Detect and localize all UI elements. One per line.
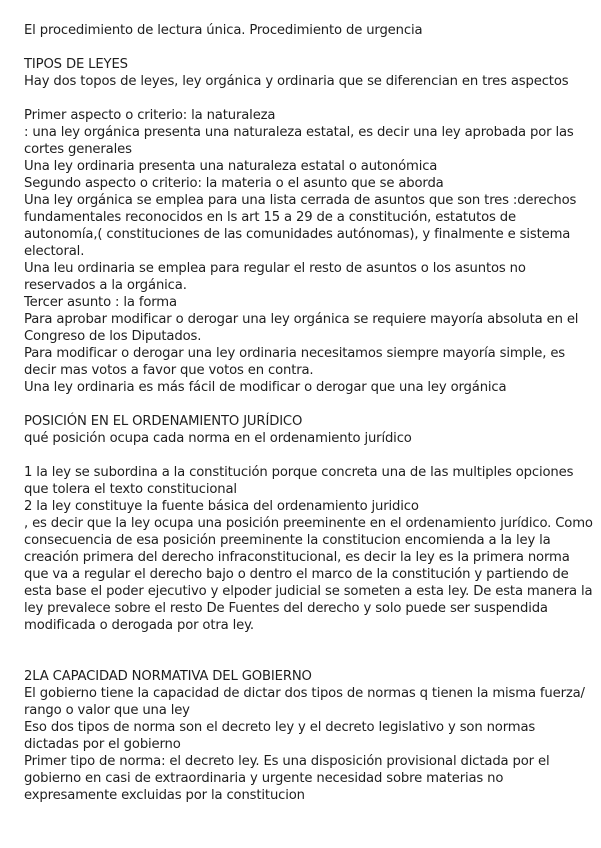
text-line: Segundo aspecto o criterio: la materia o el asunto que se aborda bbox=[24, 176, 444, 191]
text-line: Una ley ordinaria presenta una naturaleza estatal o autonómica bbox=[24, 159, 438, 174]
text-line: consecuencia de esa posición preeminente la constitucion encomienda a la ley la bbox=[24, 533, 551, 548]
text-line: que va a regular el derecho bajo o dentro el marco de la constitución y partiendo de bbox=[24, 567, 569, 582]
text-line: 1 la ley se subordina a la constitución porque concreta una de las multiples opciones bbox=[24, 465, 574, 480]
text-line: gobierno en casi de extraordinaria y urgente necesidad sobre materias no bbox=[24, 771, 504, 786]
text-line: Para aprobar modificar o derogar una ley orgánica se requiere mayoría absoluta en el bbox=[24, 312, 579, 327]
blank-line bbox=[24, 396, 586, 413]
text-line: 2 la ley constituye la fuente básica del ordenamiento juridico bbox=[24, 499, 419, 514]
blank-line bbox=[24, 447, 586, 464]
text-line: , es decir que la ley ocupa una posición preeminente en el ordenamiento jurídico. Como bbox=[24, 516, 593, 531]
text-line: cortes generales bbox=[24, 142, 132, 157]
text-line: Tercer asunto : la forma bbox=[24, 295, 177, 310]
text-line: esta base el poder ejecutivo y elpoder judicial se someten a esta ley. De esta manera la bbox=[24, 584, 593, 599]
text-line: qué posición ocupa cada norma en el ordenamiento jurídico bbox=[24, 431, 412, 446]
text-line: TIPOS DE LEYES bbox=[24, 57, 128, 72]
text-line: Congreso de los Diputados. bbox=[24, 329, 202, 344]
text-line: modificada o derogada por otra ley. bbox=[24, 618, 254, 633]
text-line: Primer tipo de norma: el decreto ley. Es una disposición provisional dictada por el bbox=[24, 754, 550, 769]
text-line: 2LA CAPACIDAD NORMATIVA DEL GOBIERNO bbox=[24, 669, 312, 684]
text-line: expresamente excluidas por la constitucion bbox=[24, 788, 305, 803]
text-line: creación primera del derecho infraconstitucional, es decir la ley es la primera norma bbox=[24, 550, 570, 565]
blank-line bbox=[24, 634, 586, 651]
text-line: Una leu ordinaria se emplea para regular el resto de asuntos o los asuntos no bbox=[24, 261, 526, 276]
text-line: decir mas votos a favor que votos en contra. bbox=[24, 363, 314, 378]
text-line: Para modificar o derogar una ley ordinaria necesitamos siempre mayoría simple, es bbox=[24, 346, 566, 361]
text-line: Eso dos tipos de norma son el decreto ley y el decreto legislativo y son normas bbox=[24, 720, 536, 735]
blank-line bbox=[24, 651, 586, 668]
text-line: Hay dos topos de leyes, ley orgánica y ordinaria que se diferencian en tres aspectos bbox=[24, 74, 569, 89]
text-line: Una ley orgánica se emplea para una lista cerrada de asuntos que son tres :derechos bbox=[24, 193, 577, 208]
text-line: Primer aspecto o criterio: la naturaleza bbox=[24, 108, 276, 123]
blank-line bbox=[24, 39, 586, 56]
text-line: El gobierno tiene la capacidad de dictar dos tipos de normas q tienen la misma fuerza/ bbox=[24, 686, 585, 701]
text-line: dictadas por el gobierno bbox=[24, 737, 181, 752]
text-line: que tolera el texto constitucional bbox=[24, 482, 237, 497]
text-line: electoral. bbox=[24, 244, 85, 259]
text-line: POSICIÓN EN EL ORDENAMIENTO JURÍDICO bbox=[24, 414, 303, 429]
text-line: : una ley orgánica presenta una naturaleza estatal, es decir una ley aprobada por las bbox=[24, 125, 574, 140]
text-line: Una ley ordinaria es más fácil de modificar o derogar que una ley orgánica bbox=[24, 380, 507, 395]
text-line: autonomía,( constituciones de las comunidades autónomas), y finalmente e sistema bbox=[24, 227, 571, 242]
text-line: rango o valor que una ley bbox=[24, 703, 190, 718]
text-line: ley prevalece sobre el resto De Fuentes del derecho y solo puede ser suspendida bbox=[24, 601, 548, 616]
blank-line bbox=[24, 90, 586, 107]
text-line: El procedimiento de lectura única. Procedimiento de urgencia bbox=[24, 23, 423, 38]
text-line: fundamentales reconocidos en ls art 15 a 29 de a constitución, estatutos de bbox=[24, 210, 516, 225]
document-body bbox=[24, 22, 593, 804]
text-line: reservados a la orgánica. bbox=[24, 278, 187, 293]
